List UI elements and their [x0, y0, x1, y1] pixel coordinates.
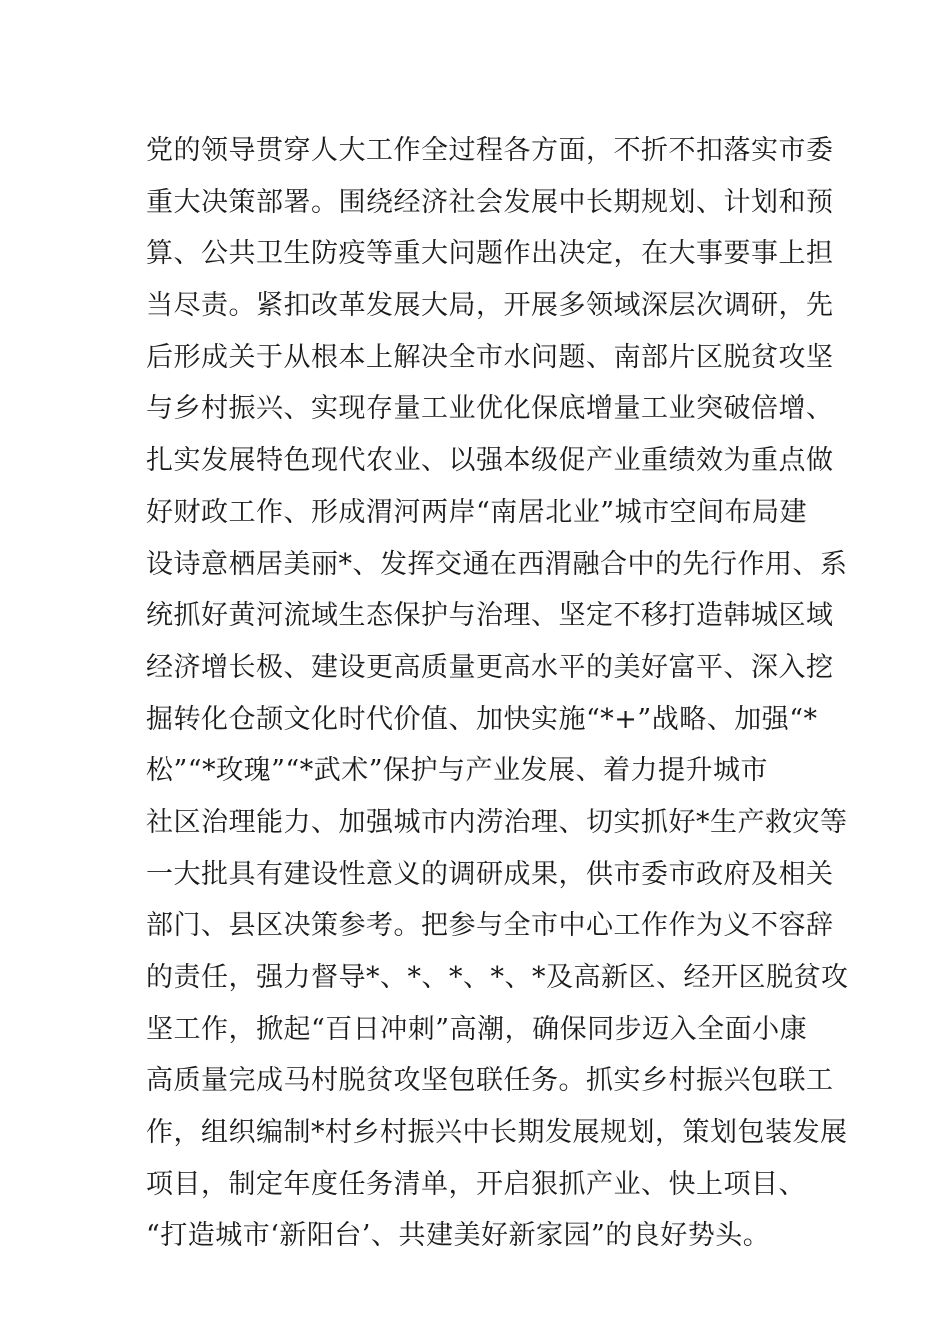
text-line: 算、公共卫生防疫等重大问题作出决定，在大事要事上担: [146, 238, 834, 270]
text-line: 一大批具有建设性意义的调研成果，供市委市政府及相关: [146, 858, 834, 890]
text-line: 的责任，强力督导*、*、*、*、*及高新区、经开区脱贫攻: [146, 962, 849, 993]
text-line: 坚工作，掀起“百日冲刺”高潮，确保同步迈入全面小康: [146, 1013, 808, 1045]
text-line: 重大决策部署。围绕经济社会发展中长期规划、计划和预: [146, 186, 834, 218]
text-line: 松”“*玫瑰”“*武术”保护与产业发展、着力提升城市: [146, 755, 769, 787]
text-line: 作，组织编制*村乡村振兴中长期发展规划，策划包装发展: [146, 1117, 848, 1149]
text-line: 党的领导贯穿人大工作全过程各方面，不折不扣落实市委: [146, 135, 834, 166]
text-line: 社区治理能力、加强城市内涝治理、切实抓好*生产救灾等: [146, 806, 848, 838]
body-paragraph: [146, 125, 849, 1262]
text-line: 掘转化仓颉文化时代价值、加快实施“*+”战略、加强“*: [146, 703, 818, 735]
text-line: 设诗意栖居美丽*、发挥交通在西渭融合中的先行作用、系: [146, 548, 848, 580]
text-line: 高质量完成马村脱贫攻坚包联任务。抓实乡村振兴包联工: [146, 1065, 834, 1097]
text-line: 与乡村振兴、实现存量工业优化保底增量工业突破倍增、: [146, 393, 834, 425]
text-line: 扎实发展特色现代农业、以强本级促产业重绩效为重点做: [146, 445, 834, 477]
text-line: 经济增长极、建设更高质量更高水平的美好富平、深入挖: [146, 651, 834, 683]
text-line: 当尽责。紧扣改革发展大局，开展多领域深层次调研，先: [146, 290, 834, 322]
text-line: 后形成关于从根本上解决全市水问题、南部片区脱贫攻坚: [146, 341, 834, 373]
text-line: 统抓好黄河流域生态保护与治理、坚定不移打造韩城区域: [146, 600, 834, 632]
text-line: “打造城市‘新阳台’、共建美好新家园”的良好势头。: [146, 1220, 771, 1252]
text-line: 项目，制定年度任务清单，开启狠抓产业、快上项目、: [146, 1168, 806, 1200]
text-line: 好财政工作、形成渭河两岸“南居北业”城市空间布局建: [146, 496, 808, 528]
text-line: 部门、县区决策参考。把参与全市中心工作作为义不容辞: [146, 910, 834, 942]
